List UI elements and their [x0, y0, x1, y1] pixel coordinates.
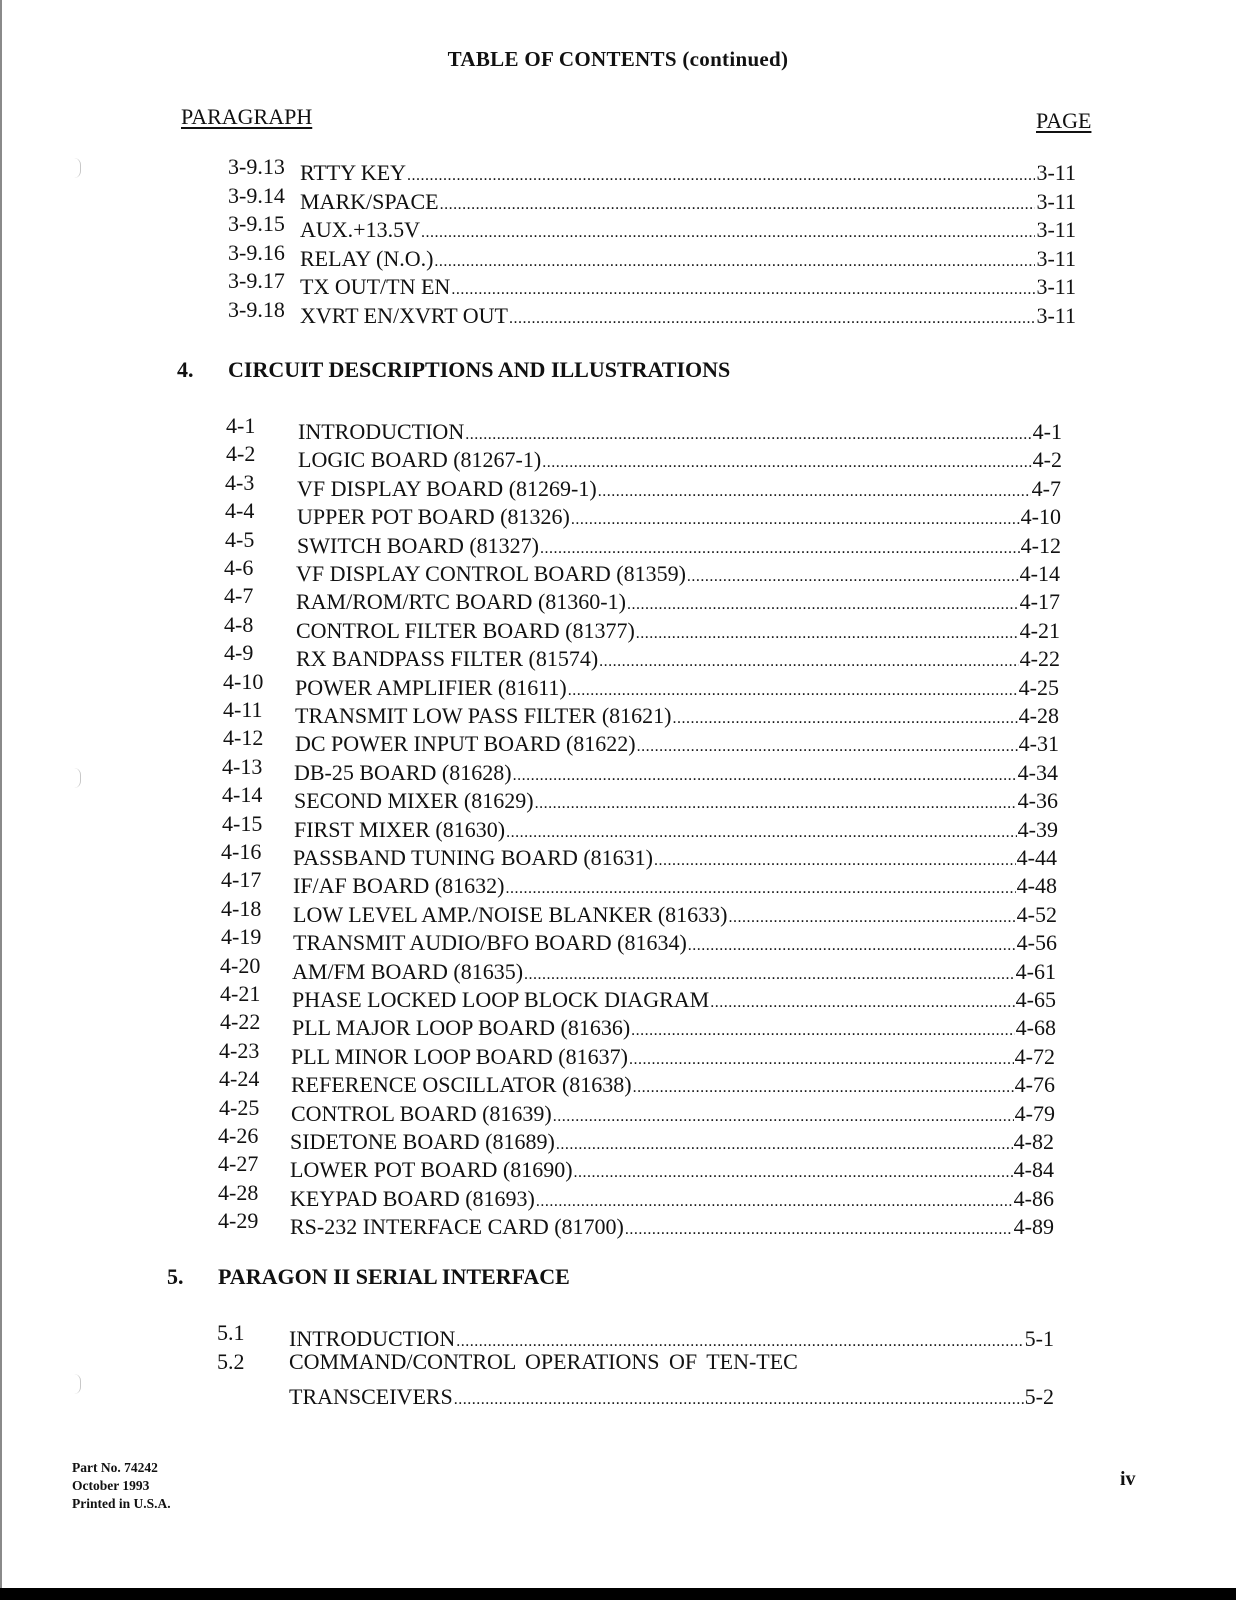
toc-entry — [222, 752, 1058, 785]
entry-title: RX BANDPASS FILTER (81574) — [296, 646, 599, 672]
entry-number: 4-6 — [224, 555, 254, 580]
toc-entry — [221, 894, 1057, 927]
entry-page: 3-11 — [1036, 274, 1076, 300]
section-title: CIRCUIT DESCRIPTIONS AND ILLUSTRATIONS — [228, 357, 731, 382]
entry-page: 4-56 — [1016, 930, 1057, 956]
footer-part-info — [72, 1459, 171, 1513]
page-number: iv — [1120, 1468, 1136, 1490]
entry-number: 4-29 — [218, 1208, 259, 1234]
entry-page: 3-11 — [1036, 188, 1076, 214]
toc-entry — [222, 809, 1058, 842]
entry-number: 5.1 — [217, 1320, 245, 1345]
page-title: TABLE OF CONTENTS (continued) — [447, 47, 789, 71]
scan-edge-left — [0, 0, 2, 1588]
entry-title: INTRODUCTION — [298, 419, 465, 444]
toc-entry — [224, 553, 1060, 586]
toc-entry — [219, 1036, 1055, 1069]
entry-number: 3-9.15 — [228, 211, 285, 237]
entry-page: 4-36 — [1017, 788, 1058, 814]
toc-entry — [228, 295, 1076, 328]
entry-title: LOWER POT BOARD (81690) — [290, 1157, 573, 1183]
entry-number: 3-9.13 — [228, 154, 285, 179]
entry-page: 3-11 — [1036, 303, 1076, 328]
entry-title: RAM/ROM/RTC BOARD (81360-1) — [296, 589, 626, 615]
entry-title: MARK/SPACE — [300, 188, 439, 214]
margin-mark — [74, 158, 81, 178]
entry-title: VF DISPLAY BOARD (81269-1) — [297, 475, 597, 501]
entry-number: 5.2 — [217, 1349, 245, 1374]
toc-entry — [228, 181, 1076, 214]
toc-entry — [225, 496, 1061, 530]
toc-entry — [226, 439, 1062, 473]
entry-number: 4-12 — [223, 725, 264, 751]
entry-page: 4-7 — [1031, 475, 1061, 501]
toc-entry — [220, 1007, 1056, 1041]
entry-title: UPPER POT BOARD (81326) — [297, 504, 570, 530]
entry-title: PHASE LOCKED LOOP BLOCK DIAGRAM — [292, 987, 710, 1012]
toc-entry — [219, 1064, 1055, 1098]
entry-page: 4-52 — [1016, 901, 1057, 927]
scan-edge-bottom — [0, 1588, 1236, 1600]
entry-page: 5-1 — [1024, 1326, 1054, 1351]
entry-page: 4-31 — [1018, 731, 1059, 757]
entry-title: LOGIC BOARD (81267-1) — [298, 447, 542, 473]
entry-title: IF/AF BOARD (81632) — [293, 873, 505, 899]
entry-page: 4-44 — [1016, 845, 1057, 870]
toc-entry — [223, 667, 1059, 700]
toc-entry — [225, 525, 1061, 558]
margin-mark — [74, 1374, 81, 1394]
entry-title: TX OUT/TN EN — [300, 274, 451, 300]
entry-number: 4-10 — [223, 668, 264, 694]
entry-number: 4-22 — [220, 1009, 261, 1035]
entry-number: 4-5 — [225, 526, 255, 552]
toc-entry — [228, 209, 1076, 243]
entry-number: 4-4 — [225, 498, 255, 524]
entry-page: 3-11 — [1036, 160, 1076, 185]
entry-title: AUX.+13.5V — [300, 217, 420, 243]
entry-title: XVRT EN/XVRT OUT — [300, 303, 508, 328]
entry-title: CONTROL FILTER BOARD (81377) — [296, 617, 635, 643]
entry-number: 3-9.16 — [228, 239, 285, 265]
entry-title: TRANSMIT AUDIO/BFO BOARD (81634) — [293, 930, 687, 956]
entry-title: KEYPAD BOARD (81693) — [290, 1185, 535, 1211]
entry-number: 4-21 — [220, 981, 261, 1006]
section-title: PARAGON II SERIAL INTERFACE — [218, 1264, 570, 1289]
entry-number: 4-15 — [222, 810, 263, 836]
toc-entry — [221, 922, 1057, 956]
toc-entry — [218, 1121, 1054, 1154]
toc-entry — [222, 780, 1058, 814]
entry-title: SWITCH BOARD (81327) — [297, 532, 539, 558]
toc-entry — [217, 1318, 1054, 1351]
entry-title: RELAY (N.O.) — [300, 245, 434, 271]
toc-entry — [221, 837, 1057, 870]
entry-title: FIRST MIXER (81630) — [294, 816, 506, 842]
entry-title: DC POWER INPUT BOARD (81622) — [295, 731, 636, 757]
toc-entry — [219, 1093, 1055, 1126]
entry-number: 4-14 — [222, 782, 263, 808]
toc-entry — [226, 411, 1062, 444]
dot-leader — [625, 1215, 1013, 1244]
toc-entry — [223, 695, 1059, 728]
entry-title: POWER AMPLIFIER (81611) — [295, 674, 567, 700]
entry-number: 3-9.14 — [228, 182, 285, 208]
entry-page: 4-65 — [1015, 987, 1056, 1012]
entry-title: LOW LEVEL AMP./NOISE BLANKER (81633) — [293, 901, 728, 927]
entry-number: 4-24 — [219, 1066, 260, 1092]
entry-title: SECOND MIXER (81629) — [294, 788, 534, 814]
entry-title: TRANSMIT LOW PASS FILTER (81621) — [295, 703, 672, 728]
entry-title: PLL MAJOR LOOP BOARD (81636) — [292, 1015, 631, 1041]
entry-number: 4-16 — [221, 839, 262, 864]
entry-page: 4-76 — [1014, 1072, 1055, 1098]
margin-mark — [74, 768, 81, 788]
entry-number: 4-8 — [224, 611, 254, 637]
entry-page: 4-84 — [1013, 1157, 1054, 1183]
entry-number: 4-2 — [226, 441, 256, 467]
entry-page: 4-1 — [1032, 419, 1062, 444]
toc-entry — [220, 951, 1056, 984]
entry-number: 4-17 — [221, 867, 262, 893]
entry-page: 3-11 — [1036, 245, 1076, 271]
entry-number: 4-26 — [218, 1123, 259, 1148]
entry-number: 3-9.17 — [228, 268, 285, 294]
entry-page: 4-22 — [1019, 646, 1060, 672]
entry-title-line1: COMMAND/CONTROL OPERATIONS OF TEN-TEC — [289, 1349, 798, 1374]
entry-page: 3-11 — [1036, 217, 1076, 243]
entry-page: 4-10 — [1020, 504, 1061, 530]
entry-number: 4-27 — [218, 1151, 259, 1177]
toc-entry — [289, 1376, 1054, 1409]
toc-entry — [224, 638, 1060, 672]
entry-page: 4-17 — [1019, 589, 1060, 615]
entry-number: 4-25 — [219, 1094, 260, 1120]
entry-page: 4-86 — [1013, 1185, 1054, 1211]
entry-number: 4-9 — [224, 640, 254, 666]
entry-number: 4-20 — [220, 952, 261, 978]
toc-entry — [218, 1206, 1054, 1240]
printed-in: Printed in U.S.A. — [72, 1496, 171, 1511]
entry-number: 4-18 — [221, 895, 262, 921]
dot-leader — [509, 304, 1035, 333]
toc-entry — [228, 266, 1076, 300]
entry-page: 4-89 — [1013, 1214, 1054, 1240]
entry-page: 4-25 — [1018, 674, 1059, 700]
entry-page: 4-61 — [1015, 958, 1056, 984]
entry-page: 4-82 — [1013, 1129, 1054, 1154]
dot-leader — [454, 1385, 1024, 1414]
entry-page: 4-48 — [1016, 873, 1057, 899]
entry-number: 4-3 — [225, 469, 255, 495]
entry-page: 4-68 — [1015, 1015, 1056, 1041]
entry-title: CONTROL BOARD (81639) — [291, 1100, 552, 1126]
entry-page: 4-28 — [1018, 703, 1059, 728]
entry-number: 4-13 — [222, 753, 263, 779]
section-4-heading — [177, 357, 877, 387]
entry-page: 4-34 — [1017, 759, 1058, 785]
entry-title: RTTY KEY — [300, 160, 407, 185]
entry-title: SIDETONE BOARD (81689) — [290, 1129, 555, 1154]
toc-entry — [228, 152, 1076, 185]
toc-entry — [220, 979, 1056, 1012]
entry-number: 4-19 — [221, 924, 262, 950]
entry-title: REFERENCE OSCILLATOR (81638) — [291, 1072, 632, 1098]
entry-page: 4-14 — [1019, 561, 1060, 586]
part-number: Part No. 74242 — [72, 1460, 158, 1475]
toc-entry — [221, 865, 1057, 899]
entry-title: DB-25 BOARD (81628) — [294, 759, 512, 785]
entry-number: 4-11 — [223, 697, 263, 722]
toc-entry — [223, 723, 1059, 757]
entry-number: 4-1 — [226, 413, 256, 438]
entry-page: 4-39 — [1017, 816, 1058, 842]
entry-number: 4-23 — [219, 1037, 260, 1063]
entry-number: 3-9.18 — [228, 297, 285, 322]
entry-title: RS-232 INTERFACE CARD (81700) — [290, 1214, 624, 1240]
entry-page: 4-72 — [1014, 1043, 1055, 1069]
toc-entry — [218, 1178, 1054, 1211]
entry-number: 4-28 — [218, 1179, 259, 1205]
toc-entry — [228, 238, 1076, 271]
entry-page: 4-2 — [1032, 447, 1062, 473]
entry-title: TRANSCEIVERS — [289, 1384, 453, 1409]
section-number: 4. — [177, 357, 194, 382]
entry-page: 4-12 — [1020, 532, 1061, 558]
entry-title: PASSBAND TUNING BOARD (81631) — [293, 845, 653, 870]
entry-title: VF DISPLAY CONTROL BOARD (81359) — [296, 561, 686, 586]
entry-title: PLL MINOR LOOP BOARD (81637) — [291, 1043, 628, 1069]
entry-number: 4-7 — [224, 583, 254, 609]
print-date: October 1993 — [72, 1478, 150, 1493]
toc-entry — [224, 581, 1060, 615]
section-number: 5. — [167, 1264, 184, 1289]
toc-entry — [224, 610, 1060, 643]
entry-page: 4-21 — [1019, 617, 1060, 643]
toc-entry — [218, 1149, 1054, 1183]
entry-title: AM/FM BOARD (81635) — [292, 958, 524, 984]
section-5-heading — [167, 1264, 867, 1294]
paragraph-column-header: PARAGRAPH — [181, 104, 313, 129]
page-column-header: PAGE — [1036, 108, 1092, 133]
entry-page: 5-2 — [1024, 1384, 1054, 1409]
toc-entry — [225, 468, 1061, 501]
entry-page: 4-79 — [1014, 1100, 1055, 1126]
entry-title: INTRODUCTION — [289, 1326, 456, 1351]
